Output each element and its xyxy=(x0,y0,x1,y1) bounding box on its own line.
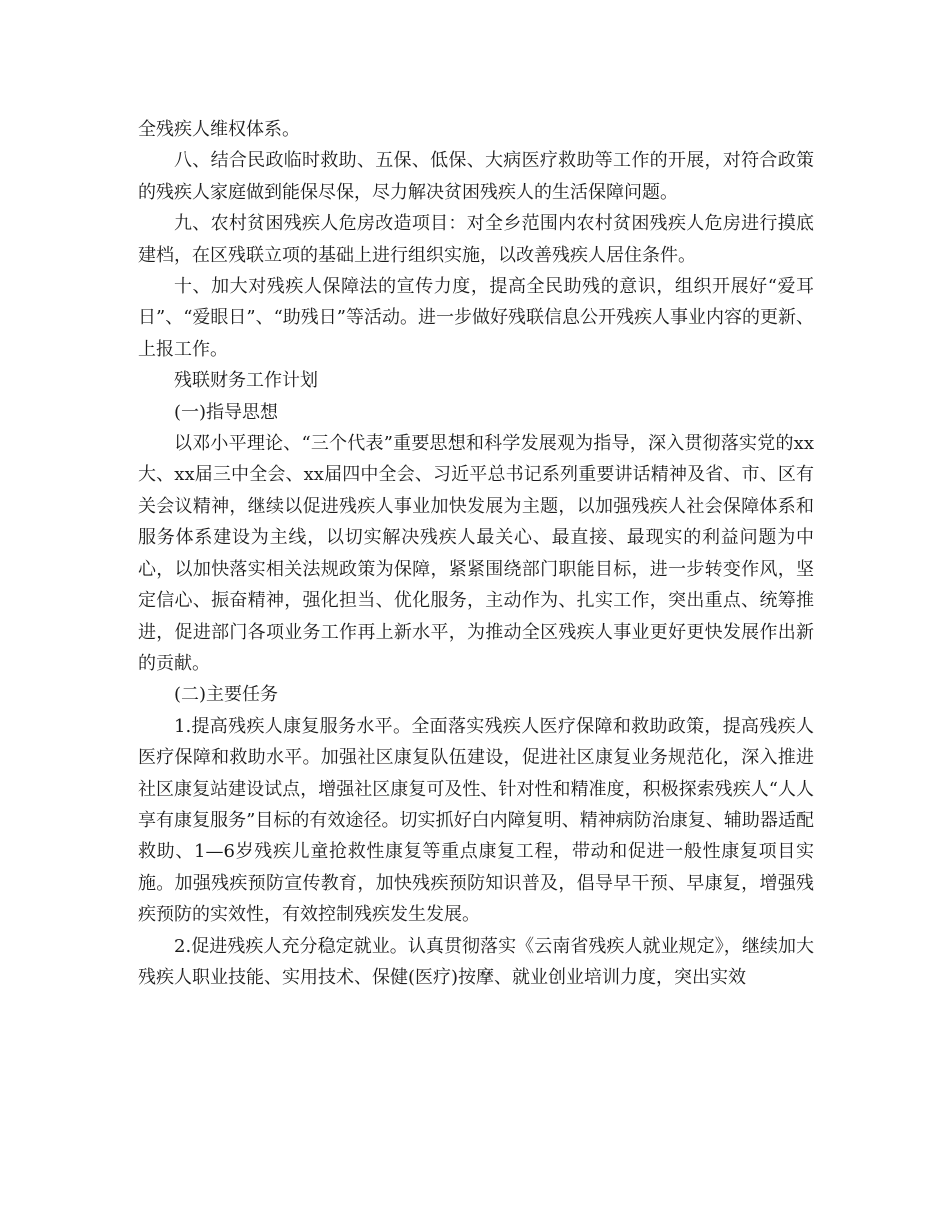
subsection-heading-main-tasks: (二)主要任务 xyxy=(174,684,279,706)
paragraph-continuation: 全残疾人维权体系。 xyxy=(138,119,300,140)
paragraph-item-8: 八、结合民政临时救助、五保、低保、大病医疗救助等工作的开展，对符合政策的残疾人家庭做到能保尽保，尽力解决贫困残疾人的生活保障问题。 xyxy=(138,150,814,203)
document-body xyxy=(138,114,814,993)
paragraph-item-10: 十、加大对残疾人保障法的宣传力度，提高全民助残的意识，组织开展好“爱耳日”、“爱眼日”、“助残日”等活动。进一步做好残联信息公开残疾人事业内容的更新、上报工作。 xyxy=(138,276,815,360)
paragraph-task-1: 1.提高残疾人康复服务水平。全面落实残疾人医疗保障和救助政策，提高残疾人医疗保障和救助水平。加强社区康复队伍建设，促进社区康复业务规范化，深入推进社区康复站建设试点，增强社区康复可及性、针对性和精准度，积极探索残疾人“人人享有康复服务”目标的有效途径。切实抓好白内障复明、精神病防治康复、辅助器适配救助、1—6岁残疾儿童抢救性康复等重点康复工程，带动和促进一般性康复项目实施。加强残疾预防宣传教育，加快残疾预防知识普及，倡导早干预、早康复，增强残疾预防的实效性，有效控制残疾发生发展。 xyxy=(138,715,814,926)
section-title: 残联财务工作计划 xyxy=(174,370,318,392)
subsection-heading-guiding-thought: (一)指导思想 xyxy=(174,401,279,423)
paragraph-item-9: 九、农村贫困残疾人危房改造项目：对全乡范围内农村贫困残疾人危房进行摸底建档，在区残联立项的基础上进行组织实施，以改善残疾人居住条件。 xyxy=(138,213,814,266)
paragraph-task-2: 2.促进残疾人充分稳定就业。认真贯彻落实《云南省残疾人就业规定》，继续加大残疾人职业技能、实用技术、保健(医疗)按摩、就业创业培训力度，突出实效 xyxy=(138,935,814,988)
paragraph-guiding-thought: 以邓小平理论、“三个代表”重要思想和科学发展观为指导，深入贯彻落实党的xx大、xx届三中全会、xx届四中全会、习近平总书记系列重要讲话精神及省、市、区有关会议精神，继续以促进残疾人事业加快发展为主题，以加强残疾人社会保障体系和服务体系建设为主线，以切实解决残疾人最关心、最直接、最现实的利益问题为中心，以加快落实相关法规政策为保障，紧紧围绕部门职能目标，进一步转变作风，坚定信心、振奋精神，强化担当、优化服务，主动作为、扎实工作，突出重点、统筹推进，促进部门各项业务工作再上新水平，为推动全区残疾人事业更好更快发展作出新的贡献。 xyxy=(138,433,814,674)
